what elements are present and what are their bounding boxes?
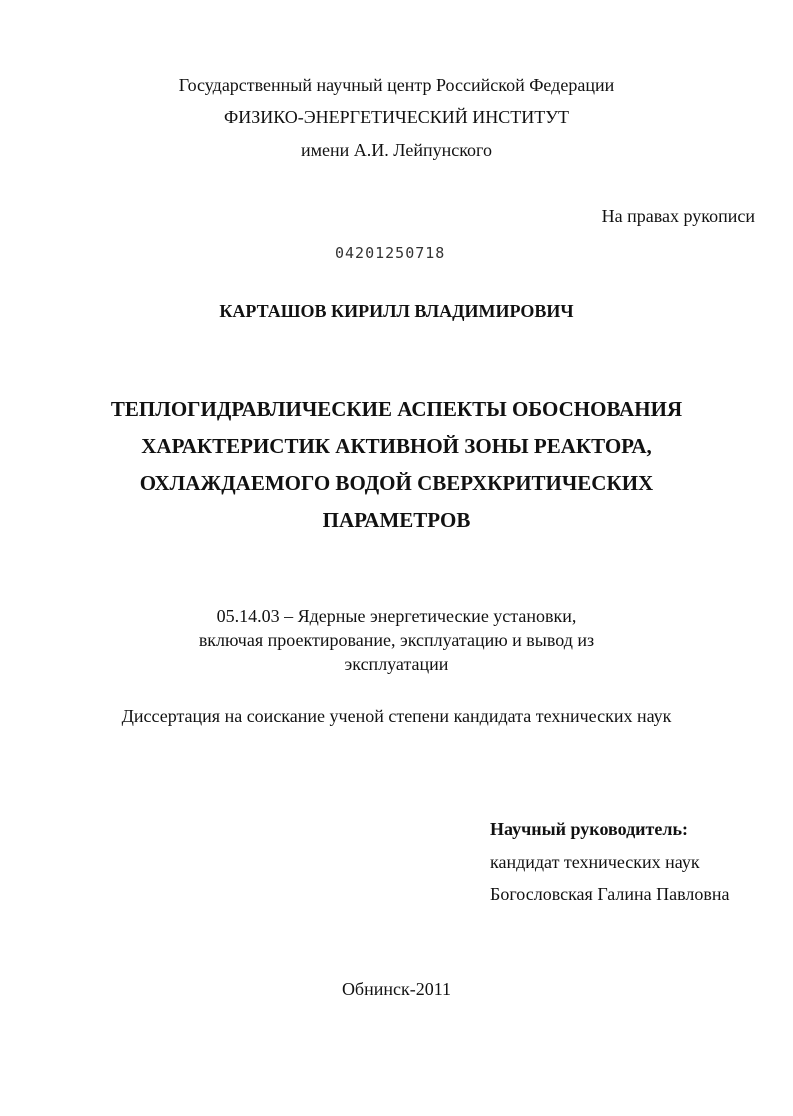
degree-statement: Диссертация на соискание ученой степени кандидата технических наук xyxy=(121,706,672,726)
author-name: КАРТАШОВ КИРИЛЛ ВЛАДИМИРОВИЧ xyxy=(219,301,574,321)
advisor-label: Научный руководитель: xyxy=(490,819,688,839)
named-after: имени А.И. Лейпунского xyxy=(300,140,492,160)
center-name: Государственный научный центр Российской Федерации xyxy=(178,75,615,95)
advisor-name: Богословская Галина Павловна xyxy=(490,884,730,904)
title-line: ХАРАКТЕРИСТИК АКТИВНОЙ ЗОНЫ РЕАКТОРА, xyxy=(141,434,652,458)
title-line: ТЕПЛОГИДРАВЛИЧЕСКИЕ АСПЕКТЫ ОБОСНОВАНИЯ xyxy=(110,397,683,421)
advisor-degree: кандидат технических наук xyxy=(490,852,700,872)
rights-note: На правах рукописи xyxy=(601,206,755,226)
title-line: ПАРАМЕТРОВ xyxy=(322,508,471,532)
place-year: Обнинск-2011 xyxy=(341,979,452,999)
specialty-line: 05.14.03 – Ядерные энергетические установки, xyxy=(216,606,577,626)
specialty-line: включая проектирование, эксплуатацию и вывод из xyxy=(198,630,595,650)
specialty-line: эксплуатации xyxy=(344,654,449,674)
institute-name: ФИЗИКО-ЭНЕРГЕТИЧЕСКИЙ ИНСТИТУТ xyxy=(223,107,569,127)
title-line: ОХЛАЖДАЕМОГО ВОДОЙ СВЕРХКРИТИЧЕСКИХ xyxy=(139,471,654,495)
catalog-number: 04201250718 xyxy=(335,244,446,262)
